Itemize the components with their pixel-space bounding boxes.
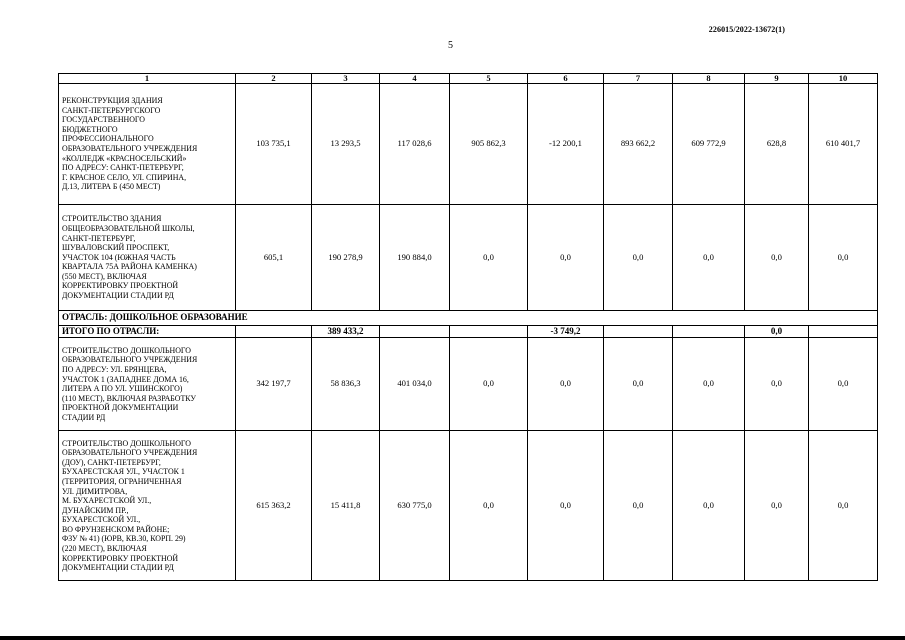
column-number-row [59, 74, 878, 84]
table-cell: 0,0 [450, 205, 528, 311]
total-cell: 389 433,2 [312, 325, 380, 338]
table-cell: 609 772,9 [673, 84, 745, 205]
column-header: 10 [809, 74, 878, 84]
table-cell: 401 034,0 [380, 338, 450, 431]
column-header: 3 [312, 74, 380, 84]
table-cell: 0,0 [745, 431, 809, 581]
table-row [59, 338, 878, 431]
table-row [59, 431, 878, 581]
section-header-row [59, 311, 878, 326]
table-row [59, 205, 878, 311]
total-label: ИТОГО ПО ОТРАСЛИ: [59, 325, 236, 338]
table-cell: 630 775,0 [380, 431, 450, 581]
total-cell [809, 325, 878, 338]
total-cell: 0,0 [745, 325, 809, 338]
table-cell: 905 862,3 [450, 84, 528, 205]
table-cell: 628,8 [745, 84, 809, 205]
table-row [59, 84, 878, 205]
table-cell: 0,0 [528, 338, 604, 431]
table-cell: 13 293,5 [312, 84, 380, 205]
table-cell: 190 884,0 [380, 205, 450, 311]
column-header: 6 [528, 74, 604, 84]
section-title: ОТРАСЛЬ: ДОШКОЛЬНОЕ ОБРАЗОВАНИЕ [59, 311, 878, 326]
total-cell [380, 325, 450, 338]
object-name: СТРОИТЕЛЬСТВО ДОШКОЛЬНОГО ОБРАЗОВАТЕЛЬНОГО УЧРЕЖДЕНИЯ (ДОУ), САНКТ-ПЕТЕРБУРГ, БУХАРЕСТСКАЯ УЛ., УЧАСТОК 1 (ТЕРРИТОРИЯ, ОГРАНИЧЕННАЯ УЛ. ДИМИТРОВА, М. БУХАРЕСТСКОЙ УЛ., ДУНАЙСКИМ ПР., БУХАРЕСТСКОЙ УЛ., ВО ФРУНЗЕНСКОМ РАЙОНЕ; ФЗУ № 41) (ЮРВ, КВ.30, КОРП. 29) (220 МЕСТ), ВКЛЮЧАЯ КОРРЕКТИРОВКУ ПРОЕКТНОЙ ДОКУМЕНТАЦИИ СТАДИИ РД [59, 431, 236, 581]
table-cell: 0,0 [673, 431, 745, 581]
table-cell: 0,0 [604, 205, 673, 311]
table-cell: 0,0 [809, 205, 878, 311]
table-cell: 58 836,3 [312, 338, 380, 431]
table-cell: 893 662,2 [604, 84, 673, 205]
column-header: 9 [745, 74, 809, 84]
column-header: 4 [380, 74, 450, 84]
table-cell: 0,0 [604, 338, 673, 431]
total-cell: -3 749,2 [528, 325, 604, 338]
table-cell: 0,0 [450, 338, 528, 431]
table-cell: 15 411,8 [312, 431, 380, 581]
table-cell: 0,0 [745, 338, 809, 431]
table-cell: 103 735,1 [236, 84, 312, 205]
table-cell: 0,0 [604, 431, 673, 581]
table-cell: 0,0 [528, 205, 604, 311]
table-cell: 0,0 [673, 205, 745, 311]
budget-table [58, 73, 878, 581]
total-cell [236, 325, 312, 338]
column-header: 5 [450, 74, 528, 84]
total-cell [673, 325, 745, 338]
column-header: 8 [673, 74, 745, 84]
total-cell [450, 325, 528, 338]
table-cell: 610 401,7 [809, 84, 878, 205]
object-name: СТРОИТЕЛЬСТВО ЗДАНИЯ ОБЩЕОБРАЗОВАТЕЛЬНОЙ ШКОЛЫ, САНКТ-ПЕТЕРБУРГ, ШУВАЛОВСКИЙ ПРОСПЕКТ, УЧАСТОК 104 (ЮЖНАЯ ЧАСТЬ КВАРТАЛА 75А РАЙОНА КАМЕНКА) (550 МЕСТ), ВКЛЮЧАЯ КОРРЕКТИРОВКУ ПРОЕКТНОЙ ДОКУМЕНТАЦИИ СТАДИИ РД [59, 205, 236, 311]
table-cell: 117 028,6 [380, 84, 450, 205]
document-id: 226015/2022-13672(1) [708, 25, 785, 34]
table-cell: 0,0 [809, 338, 878, 431]
total-cell [604, 325, 673, 338]
object-name: СТРОИТЕЛЬСТВО ДОШКОЛЬНОГО ОБРАЗОВАТЕЛЬНОГО УЧРЕЖДЕНИЯ ПО АДРЕСУ: УЛ. БРЯНЦЕВА, УЧАСТОК 1 (ЗАПАДНЕЕ ДОМА 16, ЛИТЕРА А ПО УЛ. УШИНСКОГО) (110 МЕСТ), ВКЛЮЧАЯ РАЗРАБОТКУ ПРОЕКТНОЙ ДОКУМЕНТАЦИИ СТАДИИ РД [59, 338, 236, 431]
table-cell: 0,0 [528, 431, 604, 581]
section-total-row [59, 325, 878, 338]
table-cell: 615 363,2 [236, 431, 312, 581]
column-header: 7 [604, 74, 673, 84]
scan-border-line [0, 636, 905, 640]
object-name: РЕКОНСТРУКЦИЯ ЗДАНИЯ САНКТ-ПЕТЕРБУРГСКОГО ГОСУДАРСТВЕННОГО БЮДЖЕТНОГО ПРОФЕССИОНАЛЬНОГО ОБРАЗОВАТЕЛЬНОГО УЧРЕЖДЕНИЯ «КОЛЛЕДЖ «КРАСНОСЕЛЬСКИЙ» ПО АДРЕСУ: САНКТ-ПЕТЕРБУРГ, Г. КРАСНОЕ СЕЛО, УЛ. СПИРИНА, Д.13, ЛИТЕРА Б (450 МЕСТ) [59, 84, 236, 205]
table-cell: 342 197,7 [236, 338, 312, 431]
column-header: 1 [59, 74, 236, 84]
table-cell: 0,0 [745, 205, 809, 311]
page-number: 5 [448, 40, 453, 51]
table-cell: 0,0 [450, 431, 528, 581]
table-cell: 190 278,9 [312, 205, 380, 311]
table-cell: 0,0 [673, 338, 745, 431]
table-cell: -12 200,1 [528, 84, 604, 205]
column-header: 2 [236, 74, 312, 84]
table-cell: 0,0 [809, 431, 878, 581]
table-cell: 605,1 [236, 205, 312, 311]
